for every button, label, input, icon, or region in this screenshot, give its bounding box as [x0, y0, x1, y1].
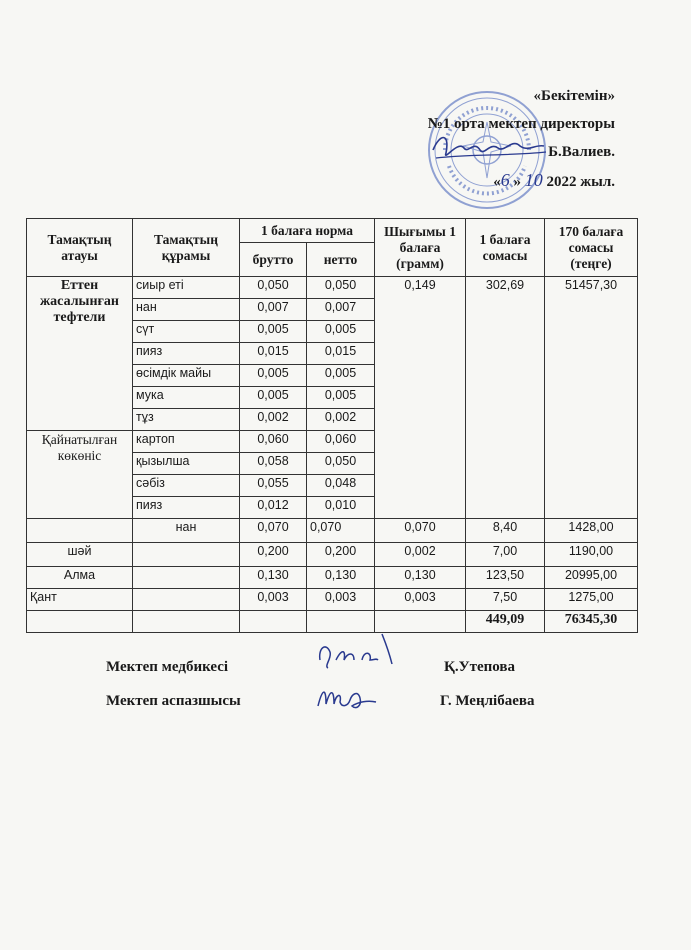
- netto-cell: 0,060: [307, 431, 375, 453]
- ingredient-cell: қызылша: [133, 453, 240, 475]
- header-composition: Тамақтың құрамы: [133, 219, 240, 277]
- header-netto: нетто: [307, 243, 375, 277]
- table-row: [27, 277, 638, 299]
- cost-one-cell: 7,50: [466, 589, 545, 611]
- netto-cell: 0,003: [307, 589, 375, 611]
- ingredient-cell: [133, 589, 240, 611]
- cost-one-cell: 7,00: [466, 543, 545, 567]
- netto-cell: 0,005: [307, 387, 375, 409]
- output-cell: 0,130: [375, 567, 466, 589]
- dish-name: Қант: [27, 589, 133, 611]
- ingredient-cell: пияз: [133, 497, 240, 519]
- brutto-cell: 0,060: [240, 431, 307, 453]
- brutto-cell: 0,012: [240, 497, 307, 519]
- brutto-cell: 0,050: [240, 277, 307, 299]
- cook-role: Мектеп аспазшысы: [106, 693, 241, 709]
- total-cost-all: 76345,30: [545, 611, 638, 633]
- header-output: Шығымы 1 балаға (грамм): [375, 219, 466, 277]
- ingredient-cell: нан: [133, 299, 240, 321]
- table-row: [27, 589, 638, 611]
- header-cost-all: 170 балаға сомасы (теңге): [545, 219, 638, 277]
- netto-cell: 0,050: [307, 277, 375, 299]
- header-brutto: брутто: [240, 243, 307, 277]
- ingredient-cell: сүт: [133, 321, 240, 343]
- dish-name: шәй: [27, 543, 133, 567]
- date-day: 6: [500, 170, 510, 190]
- table-row: [27, 567, 638, 589]
- nurse-role: Мектеп медбикесі: [106, 659, 229, 675]
- brutto-cell: 0,130: [240, 567, 307, 589]
- cook-name: Г. Меңлібаева: [440, 693, 535, 709]
- output-cell: 0,149: [375, 277, 466, 519]
- netto-cell: 0,005: [307, 321, 375, 343]
- brutto-cell: 0,200: [240, 543, 307, 567]
- output-cell: 0,003: [375, 589, 466, 611]
- cook-signature: [312, 676, 382, 714]
- brutto-cell: 0,058: [240, 453, 307, 475]
- netto-cell: 0,070: [307, 519, 375, 543]
- header-norm: 1 балаға норма: [240, 219, 375, 243]
- date-open-quote: «: [493, 174, 501, 190]
- ingredient-cell: пияз: [133, 343, 240, 365]
- ingredient-cell: [133, 567, 240, 589]
- header-dish-name: Тамақтың атауы: [27, 219, 133, 277]
- cost-all-cell: 1190,00: [545, 543, 638, 567]
- netto-cell: 0,015: [307, 343, 375, 365]
- table-row: [27, 543, 638, 567]
- total-cost-one: 449,09: [466, 611, 545, 633]
- dish-name: [27, 519, 133, 543]
- table-row: [27, 519, 638, 543]
- netto-cell: 0,130: [307, 567, 375, 589]
- netto-cell: 0,007: [307, 299, 375, 321]
- date-close-quote: »: [513, 174, 521, 190]
- ingredient-cell: сиыр еті: [133, 277, 240, 299]
- netto-cell: 0,010: [307, 497, 375, 519]
- brutto-cell: 0,055: [240, 475, 307, 497]
- brutto-cell: 0,005: [240, 387, 307, 409]
- ingredient-cell: мука: [133, 387, 240, 409]
- cost-one-cell: 8,40: [466, 519, 545, 543]
- dish-name: Қайнатылған көкөніс: [27, 431, 133, 519]
- netto-cell: 0,002: [307, 409, 375, 431]
- date-year: 2022 жыл.: [546, 174, 615, 190]
- ingredient-cell: картоп: [133, 431, 240, 453]
- brutto-cell: 0,002: [240, 409, 307, 431]
- dish-name: Алма: [27, 567, 133, 589]
- brutto-cell: 0,003: [240, 589, 307, 611]
- brutto-cell: 0,005: [240, 321, 307, 343]
- approval-title: «Бекітемін»: [533, 88, 615, 104]
- cost-one-cell: 302,69: [466, 277, 545, 519]
- brutto-cell: 0,007: [240, 299, 307, 321]
- ingredient-cell: нан: [133, 519, 240, 543]
- director-name: Б.Валиев.: [548, 144, 615, 160]
- cost-all-cell: 1428,00: [545, 519, 638, 543]
- netto-cell: 0,005: [307, 365, 375, 387]
- output-cell: 0,070: [375, 519, 466, 543]
- brutto-cell: 0,070: [240, 519, 307, 543]
- ingredient-cell: тұз: [133, 409, 240, 431]
- ingredient-cell: өсімдік майы: [133, 365, 240, 387]
- nurse-signature: [312, 630, 402, 675]
- cost-all-cell: 1275,00: [545, 589, 638, 611]
- brutto-cell: 0,015: [240, 343, 307, 365]
- brutto-cell: 0,005: [240, 365, 307, 387]
- director-signature: [428, 128, 548, 168]
- header-cost-one: 1 балаға сомасы: [466, 219, 545, 277]
- ingredient-cell: [133, 543, 240, 567]
- output-cell: 0,002: [375, 543, 466, 567]
- menu-table: [26, 218, 638, 633]
- approval-date: [428, 166, 615, 196]
- netto-cell: 0,048: [307, 475, 375, 497]
- netto-cell: 0,050: [307, 453, 375, 475]
- cost-all-cell: 51457,30: [545, 277, 638, 519]
- date-month: 10: [524, 170, 543, 190]
- cost-all-cell: 20995,00: [545, 567, 638, 589]
- dish-name: Еттен жасалынған тефтели: [27, 277, 133, 431]
- nurse-name: Қ.Утепова: [444, 659, 516, 675]
- cost-one-cell: 123,50: [466, 567, 545, 589]
- netto-cell: 0,200: [307, 543, 375, 567]
- ingredient-cell: сәбіз: [133, 475, 240, 497]
- director-position: №1 орта мектеп директоры: [427, 116, 615, 132]
